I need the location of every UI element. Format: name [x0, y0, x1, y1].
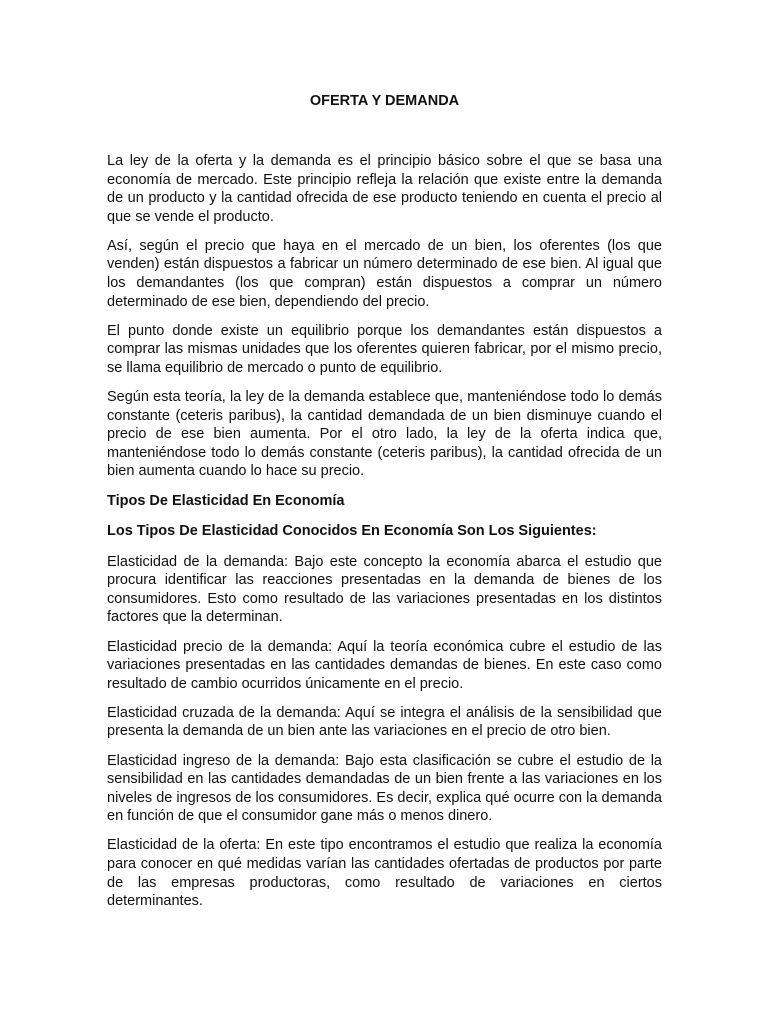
- paragraph-intro-4: Según esta teoría, la ley de la demanda establece que, manteniéndose todo lo demás constante (ceteris paribus), la cantidad demandada de un bien disminuye cuando el precio de ese bien aumenta. Por el otro lado, la ley de la oferta indica que, manteniéndose todo lo demás constante (ceteris paribus), la cantidad ofrecida de un bien aumenta cuando lo hace su precio.: [107, 389, 662, 480]
- paragraph-elasticidad-oferta: Elasticidad de la oferta: En este tipo encontramos el estudio que realiza la economía para conocer en qué medidas varían las cantidades ofertadas de productos por parte de las empresas productoras, como resultado de variaciones en ciertos determinantes.: [107, 837, 662, 910]
- paragraph-intro-3: El punto donde existe un equilibrio porque los demandantes están dispuestos a comprar las mismas unidades que los oferentes quieren fabricar, por el mismo precio, se llama equilibrio de mercado o punto de equilibrio.: [107, 322, 662, 376]
- paragraph-elasticidad-demanda: Elasticidad de la demanda: Bajo este concepto la economía abarca el estudio que procura identificar las reacciones presentadas en la demanda de bienes de los consumidores. Esto como resultado de las variaciones presentadas en los distintos factores que la determinan.: [107, 553, 662, 626]
- paragraph-intro-2: Así, según el precio que haya en el mercado de un bien, los oferentes (los que venden) están dispuestos a fabricar un número determinado de ese bien. Al igual que los demandantes (los que compran) están dispuestos a comprar un número determinado de ese bien, dependiendo del precio.: [107, 237, 662, 310]
- paragraph-intro-1: La ley de la oferta y la demanda es el principio básico sobre el que se basa una economía de mercado. Este principio refleja la relación que existe entre la demanda de un producto y la cantidad ofrecida de ese producto teniendo en cuenta el precio al que se vende el producto.: [107, 153, 662, 225]
- paragraph-elasticidad-cruzada: Elasticidad cruzada de la demanda: Aquí se integra el análisis de la sensibilidad que presenta la demanda de un bien ante las variaciones en el precio de otro bien.: [107, 704, 662, 740]
- section-heading-tipos-conocidos: Los Tipos De Elasticidad Conocidos En Economía Son Los Siguientes:: [107, 523, 597, 540]
- section-heading-tipos: Tipos De Elasticidad En Economía: [107, 492, 345, 509]
- document-title: OFERTA Y DEMANDA: [309, 93, 460, 109]
- paragraph-elasticidad-precio: Elasticidad precio de la demanda: Aquí la teoría económica cubre el estudio de las variaciones presentadas en las cantidades demandas de bienes. En este caso como resultado de cambio ocurridos únicamente en el precio.: [107, 638, 662, 692]
- paragraph-elasticidad-ingreso: Elasticidad ingreso de la demanda: Bajo esta clasificación se cubre el estudio de la sensibilidad en las cantidades demandadas de un bien frente a las variaciones en los niveles de ingresos de los consumidores. Es decir, explica qué ocurre con la demanda en función de que el consumidor gane más o menos dinero.: [107, 752, 662, 825]
